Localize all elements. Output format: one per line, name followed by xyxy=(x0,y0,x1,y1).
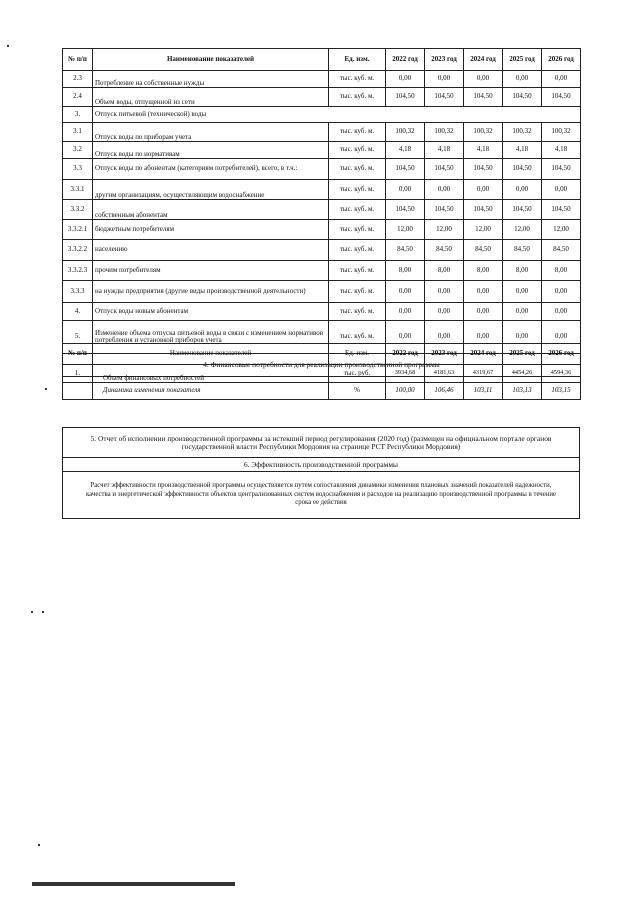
row-value: 0,00 xyxy=(464,281,503,303)
row-value: 4319,67 xyxy=(464,365,503,383)
row-num: 3.3.1 xyxy=(63,180,93,200)
row-value: 84,50 xyxy=(542,240,581,261)
row-value: 104,50 xyxy=(503,159,542,180)
row-unit: тыс. куб. м. xyxy=(329,200,386,220)
row-value: 104,50 xyxy=(503,88,542,107)
row-name: Изменение объема отпуска питьевой воды в связи с изменением нормативов потребления и установкой приборов учета xyxy=(93,321,329,354)
section4-title: 4. Финансовые потребности для реализации производственной программы xyxy=(63,354,581,377)
scan-bar xyxy=(32,882,235,886)
row-value: 84,50 xyxy=(464,240,503,261)
header-year: 2022 год xyxy=(386,344,425,365)
row-value: 12,00 xyxy=(464,220,503,240)
row-num: 3.3.2.2 xyxy=(63,240,93,261)
row-num: 3.3.2 xyxy=(63,200,93,220)
row-value: 0,00 xyxy=(542,281,581,303)
row-unit: тыс. куб. м. xyxy=(329,180,386,200)
row-value: 104,50 xyxy=(425,159,464,180)
row-name: другим организациям, осуществляющим водоснабжение xyxy=(93,180,329,200)
row-name: прочим потребителям xyxy=(93,261,329,281)
row-value: 0,00 xyxy=(503,71,542,88)
row-value: 104,50 xyxy=(542,88,581,107)
row-num: 3.3 xyxy=(63,159,93,180)
row-value: 0,00 xyxy=(425,180,464,200)
row-value: 103,11 xyxy=(464,383,503,400)
row-value: 3934,68 xyxy=(386,365,425,383)
section-row xyxy=(63,107,581,123)
section6-title: 6. Эффективность производственной программы xyxy=(63,458,580,472)
row-value: 0,00 xyxy=(503,281,542,303)
row-unit: тыс. куб. м. xyxy=(329,123,386,142)
header-year: 2023 год xyxy=(425,49,464,71)
scan-speck xyxy=(45,388,47,390)
row-name: Объем воды, отпущенной из сети xyxy=(93,88,329,107)
header-num: № п/п xyxy=(63,49,93,71)
row-value: 8,00 xyxy=(503,261,542,281)
row-value: 0,00 xyxy=(425,71,464,88)
header-year: 2025 год xyxy=(503,49,542,71)
row-unit: тыс. куб. м. xyxy=(329,240,386,261)
row-value: 104,50 xyxy=(386,200,425,220)
row-value: 8,00 xyxy=(464,261,503,281)
scan-speck xyxy=(42,611,44,613)
row-value: 12,00 xyxy=(542,220,581,240)
row-value: 8,00 xyxy=(425,261,464,281)
header-year: 2023 год xyxy=(425,344,464,365)
row-value: 100,32 xyxy=(425,123,464,142)
row-value: 8,00 xyxy=(386,261,425,281)
row-value: 103,15 xyxy=(542,383,581,400)
row-value: 4,18 xyxy=(464,142,503,159)
row-name: населению xyxy=(93,240,329,261)
report-table xyxy=(62,427,580,519)
row-value: 104,50 xyxy=(425,88,464,107)
row-name: Отпуск воды по нормативам xyxy=(93,142,329,159)
row-num: 3. xyxy=(63,107,93,123)
header-year: 2024 год xyxy=(464,49,503,71)
row-value: 0,00 xyxy=(542,321,581,354)
row-value: 0,00 xyxy=(386,281,425,303)
row-value: 104,50 xyxy=(464,88,503,107)
row-name: Отпуск воды новым абонентам xyxy=(93,303,329,321)
table-row xyxy=(63,220,581,240)
scan-speck xyxy=(31,611,33,613)
row-num: 5. xyxy=(63,321,93,354)
row-num: 3.3.3 xyxy=(63,281,93,303)
row-value: 0,00 xyxy=(464,180,503,200)
table-row xyxy=(63,200,581,220)
row-num: 3.2 xyxy=(63,142,93,159)
row-unit: тыс. куб. м. xyxy=(329,142,386,159)
row-value: 0,00 xyxy=(503,321,542,354)
row-value: 4594,36 xyxy=(542,365,581,383)
row-unit: тыс. куб. м. xyxy=(329,281,386,303)
row-value: 100,00 xyxy=(386,383,425,400)
row-value: 84,50 xyxy=(386,240,425,261)
table-row xyxy=(63,303,581,321)
row-value: 0,00 xyxy=(464,71,503,88)
row-value: 100,32 xyxy=(503,123,542,142)
scan-speck xyxy=(7,45,9,47)
header-year: 2022 год xyxy=(386,49,425,71)
header-year: 2025 год xyxy=(503,344,542,365)
row-value: 4,18 xyxy=(503,142,542,159)
row-value: 0,00 xyxy=(542,180,581,200)
row-value: 4454,26 xyxy=(503,365,542,383)
row-unit: тыс. куб. м. xyxy=(329,220,386,240)
row-value: 104,50 xyxy=(542,159,581,180)
row-value: 100,32 xyxy=(386,123,425,142)
row-unit: тыс. куб. м. xyxy=(329,261,386,281)
row-value: 84,50 xyxy=(425,240,464,261)
row-value: 12,00 xyxy=(503,220,542,240)
row-value: 106,46 xyxy=(425,383,464,400)
section-title-row xyxy=(63,458,580,472)
row-value: 4,18 xyxy=(386,142,425,159)
row-value: 0,00 xyxy=(386,71,425,88)
row-num: 3.3.2.1 xyxy=(63,220,93,240)
row-value: 104,50 xyxy=(542,200,581,220)
row-name: Отпуск воды по приборам учета xyxy=(93,123,329,142)
row-num: 2.4 xyxy=(63,88,93,107)
row-value: 104,50 xyxy=(386,88,425,107)
header-num: № п/п xyxy=(63,344,93,365)
table-row xyxy=(63,261,581,281)
header-year: 2026 год xyxy=(542,49,581,71)
row-value: 0,00 xyxy=(386,321,425,354)
header-unit: Ед. изм. xyxy=(329,344,386,365)
row-value: 4,18 xyxy=(425,142,464,159)
table-row xyxy=(63,365,581,383)
row-num: 3.3.2.3 xyxy=(63,261,93,281)
row-value: 104,50 xyxy=(464,159,503,180)
row-value: 12,00 xyxy=(386,220,425,240)
table-row xyxy=(63,88,581,107)
header-year: 2026 год xyxy=(542,344,581,365)
table-row xyxy=(63,180,581,200)
row-value: 0,00 xyxy=(425,321,464,354)
table-row xyxy=(63,159,581,180)
section-text-row xyxy=(63,472,580,519)
header-name: Наименование показателей xyxy=(93,49,329,71)
row-value: 0,00 xyxy=(464,303,503,321)
row-num: 3.1 xyxy=(63,123,93,142)
table-row xyxy=(63,142,581,159)
row-name: Динамика изменения показателя xyxy=(93,383,329,400)
row-value: 0,00 xyxy=(542,303,581,321)
finance-table xyxy=(62,343,581,400)
row-value: 104,50 xyxy=(503,200,542,220)
table-row xyxy=(63,240,581,261)
row-value: 0,00 xyxy=(425,303,464,321)
row-value: 0,00 xyxy=(464,321,503,354)
section-title-row xyxy=(63,428,580,458)
section5-title: 5. Отчет об исполнении производственной программы за истекший период регулирования (2020 год) (размещен на официальном портале органов государственной власти Республики Мордовия на странице РСТ Республики Мордовия) xyxy=(63,428,580,458)
row-value: 0,00 xyxy=(503,303,542,321)
row-value: 104,50 xyxy=(386,159,425,180)
row-num: 4. xyxy=(63,303,93,321)
table-row xyxy=(63,71,581,88)
row-name: Отпуск питьевой (технической) воды xyxy=(93,107,581,123)
row-unit: % xyxy=(329,383,386,400)
indicators-table xyxy=(62,48,581,377)
row-value: 104,50 xyxy=(425,200,464,220)
row-unit: тыс. куб. м. xyxy=(329,321,386,354)
row-num: 1. xyxy=(63,365,93,383)
row-value: 12,00 xyxy=(425,220,464,240)
row-num xyxy=(63,383,93,400)
scan-speck xyxy=(38,844,40,846)
row-value: 104,50 xyxy=(464,200,503,220)
row-value: 4,18 xyxy=(542,142,581,159)
table-row xyxy=(63,123,581,142)
row-unit: тыс. куб. м. xyxy=(329,159,386,180)
header-name: Наименование показателей xyxy=(93,344,329,365)
row-value: 0,00 xyxy=(425,281,464,303)
row-value: 0,00 xyxy=(386,180,425,200)
row-name: Отпуск воды по абонентам (категориям потребителей), всего, в т.ч.: xyxy=(93,159,329,180)
row-value: 0,00 xyxy=(542,71,581,88)
row-unit: тыс. куб. м. xyxy=(329,71,386,88)
row-unit: тыс. куб. м. xyxy=(329,303,386,321)
section6-text: Расчет эффективности производственной программы осуществляется путем сопоставления динамики изменения плановых значений показателей надежности, качества и энергетической эффективности объектов централизованных систем водоснабжения и расходов на реализацию производственной программы в течение срока ее действия xyxy=(63,472,580,519)
header-unit: Ед. изм. xyxy=(329,49,386,71)
row-name: Потребление на собственные нужды xyxy=(93,71,329,88)
row-value: 84,50 xyxy=(503,240,542,261)
row-value: 0,00 xyxy=(386,303,425,321)
row-value: 103,13 xyxy=(503,383,542,400)
row-name: Объем финансовых потребностей xyxy=(93,365,329,383)
row-value: 0,00 xyxy=(503,180,542,200)
row-value: 4181,63 xyxy=(425,365,464,383)
row-value: 100,32 xyxy=(464,123,503,142)
table-header-row xyxy=(63,49,581,71)
row-value: 8,00 xyxy=(542,261,581,281)
table-row xyxy=(63,383,581,400)
row-value: 100,32 xyxy=(542,123,581,142)
row-unit: тыс. куб. м. xyxy=(329,88,386,107)
header-year: 2024 год xyxy=(464,344,503,365)
row-name: на нужды предприятия (другие виды производственной деятельности) xyxy=(93,281,329,303)
table-header-row xyxy=(63,344,581,365)
row-unit: тыс. руб. xyxy=(329,365,386,383)
row-num: 2.3 xyxy=(63,71,93,88)
row-name: собственным абонентам xyxy=(93,200,329,220)
table-row xyxy=(63,281,581,303)
row-name: бюджетным потребителям xyxy=(93,220,329,240)
